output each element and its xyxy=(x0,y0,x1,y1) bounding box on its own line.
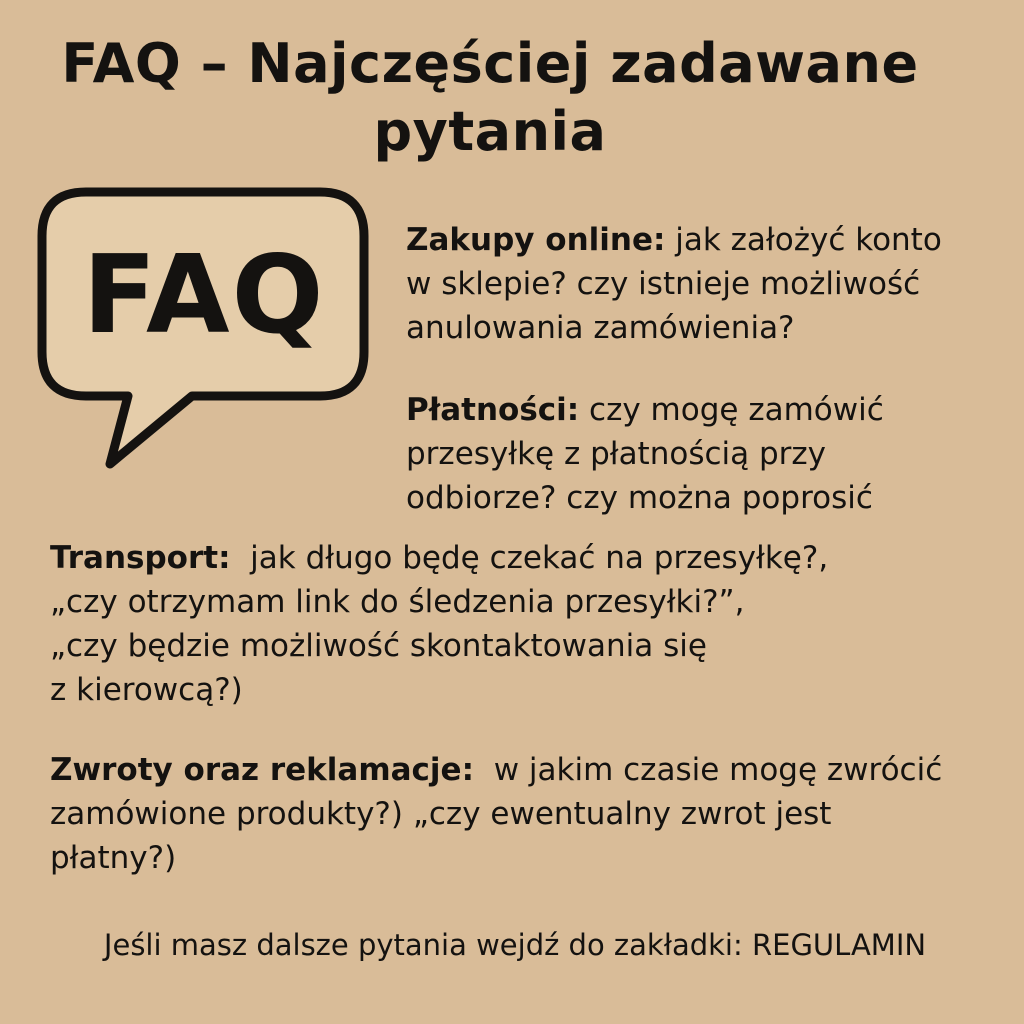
section-transport-line-2: „czy otrzymam link do śledzenia przesyłki?”, xyxy=(50,584,745,620)
page-title-line-1: FAQ – Najczęściej zadawane xyxy=(61,32,919,95)
section-label-platnosci: Płatności: xyxy=(406,392,580,428)
section-label-zakupy: Zakupy online: xyxy=(406,222,666,258)
section-zwroty-line-1: w jakim czasie mogę zwrócić xyxy=(473,752,943,788)
faq-section-platnosci xyxy=(406,388,1006,520)
section-zwroty-line-3: płatny?) xyxy=(50,840,177,876)
section-zakupy-line-1: jak założyć konto xyxy=(665,222,942,258)
section-transport-line-3: „czy będzie możliwość skontaktowania się xyxy=(50,628,707,664)
faq-bubble-text: FAQ xyxy=(82,233,326,358)
section-platnosci-line-1: czy mogę zamówić xyxy=(579,392,884,428)
section-zakupy-line-3: anulowania zamówienia? xyxy=(406,310,795,346)
faq-section-zakupy xyxy=(406,218,1006,350)
section-platnosci-line-2: przesyłkę z płatnością przy xyxy=(406,436,827,472)
section-transport-line-4: z kierowcą?) xyxy=(50,672,243,708)
section-label-transport: Transport: xyxy=(50,540,231,576)
faq-section-zwroty xyxy=(50,748,1015,880)
section-zwroty-line-2: zamówione produkty?) „czy ewentualny zwrot jest xyxy=(50,796,832,832)
faq-speech-bubble-icon xyxy=(34,184,374,474)
section-label-zwroty: Zwroty oraz reklamacje: xyxy=(50,752,474,788)
section-platnosci-line-3: odbiorze? czy można poprosić xyxy=(406,480,873,516)
footer-note: Jeśli masz dalsze pytania wejdź do zakładki: REGULAMIN xyxy=(103,928,927,962)
section-transport-line-1: jak długo będę czekać na przesyłkę?, xyxy=(230,540,829,576)
page-title-line-2: pytania xyxy=(373,100,607,163)
faq-section-transport xyxy=(50,536,950,712)
section-zakupy-line-2: w sklepie? czy istnieje możliwość xyxy=(406,266,921,302)
page-title xyxy=(20,30,960,166)
